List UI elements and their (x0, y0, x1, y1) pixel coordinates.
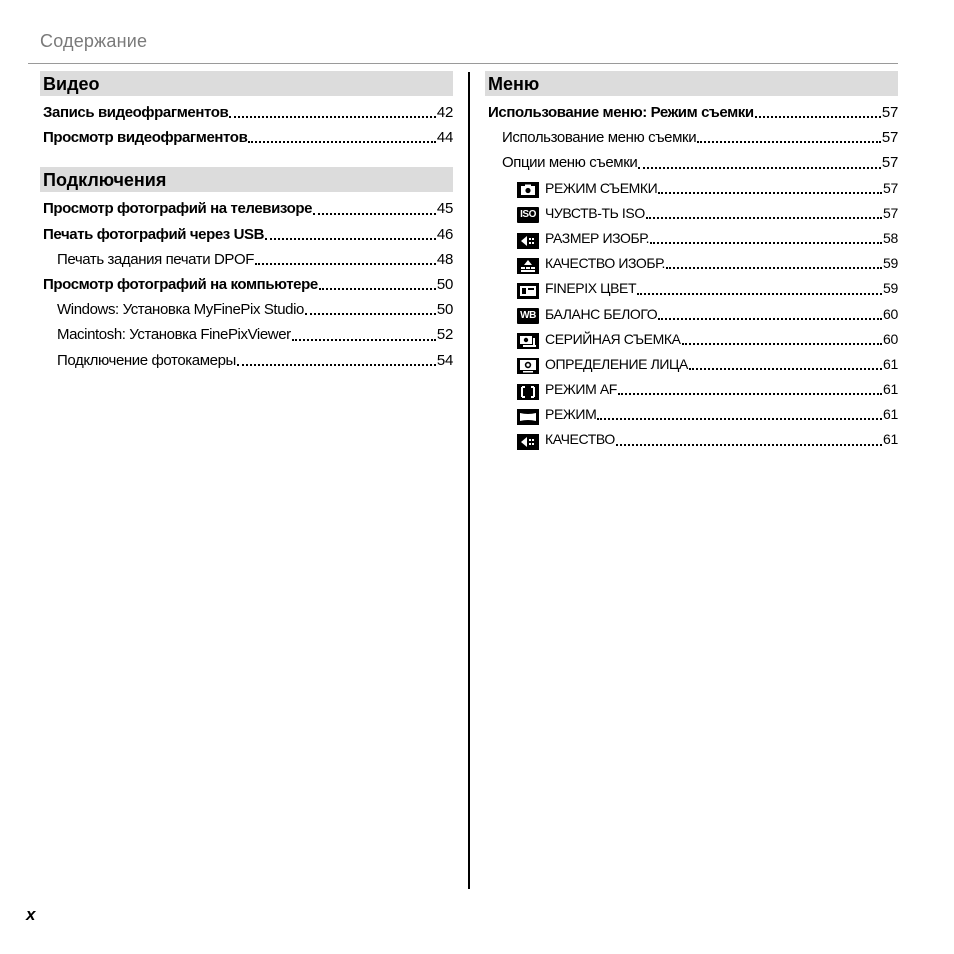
toc-entry-page: 61 (883, 355, 898, 372)
image-quality-icon (517, 258, 539, 274)
toc-entry-label: Печать фотографий через USB (43, 225, 265, 243)
toc-entry-page: 45 (436, 200, 453, 218)
toc-entry[interactable] (40, 196, 453, 221)
toc-entry[interactable] (485, 276, 898, 301)
af-mode-icon (517, 384, 539, 400)
toc-entry[interactable] (485, 327, 898, 352)
toc-entry-page: 61 (883, 431, 898, 448)
toc-entry-page: 54 (436, 351, 453, 369)
toc-entry-label: Подключение фотокамеры (57, 351, 236, 369)
toc-entry[interactable] (40, 222, 453, 247)
toc-left-column (40, 71, 453, 373)
toc-entry[interactable] (485, 201, 898, 226)
toc-entry-page: 57 (881, 104, 898, 121)
toc-entry-label: Запись видеофрагментов (43, 104, 229, 121)
toc-entry-label: Опции меню съемки (502, 154, 638, 172)
toc-entry-label: Просмотр видеофрагментов (43, 129, 248, 147)
toc-entry-page: 44 (436, 129, 453, 147)
toc-entry-label: РЕЖИМ СЪЕМКИ (545, 179, 658, 196)
toc-entry-page: 52 (436, 326, 453, 344)
toc-entry-label: Использование меню: Режим съемки (488, 104, 754, 121)
toc-entry[interactable] (40, 272, 453, 297)
section-heading-connections: Подключения (40, 167, 453, 192)
toc-entry-page: 50 (436, 275, 453, 293)
toc-entry-label: СЕРИЙНАЯ СЪЕМКА (545, 330, 681, 347)
toc-entry-page: 50 (436, 301, 453, 319)
toc-entry-label: БАЛАНС БЕЛОГО (545, 305, 658, 322)
panorama-mode-icon (517, 409, 539, 425)
section-heading-video: Видео (40, 71, 453, 96)
dot-leader (666, 267, 882, 269)
dot-leader (597, 418, 882, 420)
dot-leader (689, 368, 882, 370)
dot-leader (658, 318, 882, 320)
image-size-icon (517, 233, 539, 249)
toc-entry-label: Macintosh: Установка FinePixViewer (57, 326, 291, 344)
toc-entry-label: Просмотр фотографий на компьютере (43, 275, 318, 293)
dot-leader (616, 444, 882, 446)
toc-entry-page: 57 (881, 129, 898, 147)
toc-entry-label: КАЧЕСТВО ИЗОБР. (545, 255, 665, 272)
dot-leader (313, 213, 436, 215)
toc-entry-label: РЕЖИМ AF (545, 381, 617, 398)
toc-entry[interactable] (485, 100, 898, 125)
dot-leader (618, 393, 882, 395)
continuous-shooting-icon (517, 333, 539, 349)
dot-leader (637, 293, 882, 295)
toc-entry-label: FINEPIX ЦВЕТ (545, 280, 637, 297)
toc-entry-label: РЕЖИМ (545, 406, 597, 423)
toc-entry-page: 59 (883, 255, 898, 272)
toc-entry-page: 61 (883, 406, 898, 423)
toc-entry[interactable] (485, 377, 898, 402)
toc-entry-label: Использование меню съемки (502, 129, 697, 147)
toc-entry[interactable] (485, 402, 898, 427)
toc-entry-label: Просмотр фотографий на телевизоре (43, 200, 313, 218)
dot-leader (237, 364, 436, 366)
dot-leader (755, 116, 881, 118)
camera-icon (517, 182, 539, 198)
toc-entry[interactable] (485, 427, 898, 452)
toc-entry-label: ОПРЕДЕЛЕНИЕ ЛИЦА (545, 355, 688, 372)
dot-leader (265, 238, 436, 240)
toc-entry-label: РАЗМЕР ИЗОБР. (545, 229, 650, 246)
iso-icon: ISO (517, 207, 539, 223)
dot-leader (658, 192, 882, 194)
toc-entry[interactable] (40, 100, 453, 125)
toc-entry[interactable] (485, 150, 898, 175)
dot-leader (697, 141, 881, 143)
dot-leader (248, 141, 436, 143)
dot-leader (646, 217, 882, 219)
toc-entry-page: 57 (883, 179, 898, 196)
movie-quality-icon (517, 434, 539, 450)
toc-entry-label: ЧУВСТВ-ТЬ ISO (545, 204, 645, 221)
dot-leader (305, 313, 436, 315)
toc-entry-page: 48 (436, 250, 453, 268)
toc-entry[interactable] (485, 352, 898, 377)
toc-entry-page: 42 (436, 104, 453, 121)
face-detection-icon (517, 358, 539, 374)
toc-entry-page: 59 (883, 280, 898, 297)
toc-entry[interactable] (485, 176, 898, 201)
toc-entry-label: Печать задания печати DPOF (57, 250, 255, 268)
toc-right-column (485, 71, 898, 453)
toc-entry-label: Windows: Установка MyFinePix Studio (57, 301, 304, 319)
toc-entry-page: 61 (883, 381, 898, 398)
dot-leader (229, 116, 436, 118)
page-number: x (26, 905, 36, 924)
toc-entry[interactable] (40, 247, 453, 272)
toc-entry-page: 46 (436, 225, 453, 243)
finepix-color-icon (517, 283, 539, 299)
header-divider (28, 63, 898, 64)
toc-entry-page: 57 (881, 154, 898, 172)
toc-entry[interactable] (40, 322, 453, 347)
toc-entry[interactable] (485, 251, 898, 276)
toc-entry[interactable] (40, 348, 453, 373)
dot-leader (319, 288, 436, 290)
toc-entry-page: 60 (883, 330, 898, 347)
page-title: Содержание (40, 31, 148, 51)
toc-entry[interactable] (40, 125, 453, 150)
toc-entry[interactable] (40, 297, 453, 322)
dot-leader (255, 263, 436, 265)
white-balance-icon: WB (517, 308, 539, 324)
toc-entry[interactable] (485, 226, 898, 251)
toc-entry-page: 57 (883, 204, 898, 221)
toc-entry[interactable] (485, 125, 898, 150)
dot-leader (292, 339, 436, 341)
dot-leader (650, 242, 882, 244)
toc-entry[interactable] (485, 302, 898, 327)
dot-leader (638, 167, 881, 169)
dot-leader (682, 343, 882, 345)
column-divider (468, 72, 470, 889)
toc-entry-page: 58 (883, 229, 898, 246)
section-heading-menu: Меню (485, 71, 898, 96)
toc-entry-label: КАЧЕСТВО (545, 431, 615, 448)
toc-entry-page: 60 (883, 305, 898, 322)
